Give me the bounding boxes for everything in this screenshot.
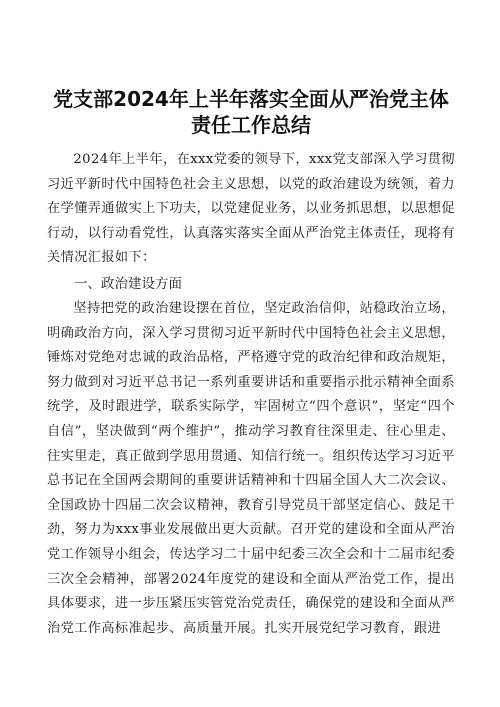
section-paragraph-political: 坚持把党的政治建设摆在首位，坚定政治信仰，站稳政治立场，明确政治方向，深入学习贯彻习近平新时代中国特色社会主义思想，锤炼对党绝对忠诚的政治品格，严格遵守党的政治纪律和政治规矩，努力做到对习近平总书记一系列重要讲话和重要指示批示精神全面系统学，及时跟进学，联系实际学，牢固树立“四个意识”，坚定“四个自信”，坚决做到“两个维护”，推动学习教育往深里走、往心里走、往实里走，真正做到学思用贯通、知信行统一。组织传达学习习近平总书记在全国两会期间的重要讲话精神和十四届全国人大二次会议、全国政协十四届二次会议精神，教育引导党员干部坚定信心、鼓足干劲，努力为xxx事业发展做出更大贡献。召开党的建设和全面从严治党工作领导小组会，传达学习二十届中纪委三次全会和十二届市纪委三次全会精神，部署2024年度党的建设和全面从严治党工作，提出具体要求，进一步压紧压实管党治党责任，确保党的建设和全面从严治党工作高标准起步、高质量开展。扎实开展党纪学习教育，跟进 — [47, 300, 455, 636]
document-title — [47, 86, 455, 138]
document-title-line-1: 党支部2024年上半年落实全面从严治党主体 — [53, 87, 449, 111]
document-title-line-2: 责任工作总结 — [191, 113, 311, 137]
intro-paragraph: 2024年上半年，在xxx党委的领导下，xxx党支部深入学习贯彻习近平新时代中国特色社会主义思想，以党的政治建设为统领，着力在学懂弄通做实上下功夫，以党建促业务，以业务抓思想，以思想促行动，以行动看党性，认真落实落实全面从严治党主体责任，现将有关情况汇报如下： — [47, 152, 455, 266]
section-heading-political: 一、政治建设方面 — [74, 275, 182, 292]
